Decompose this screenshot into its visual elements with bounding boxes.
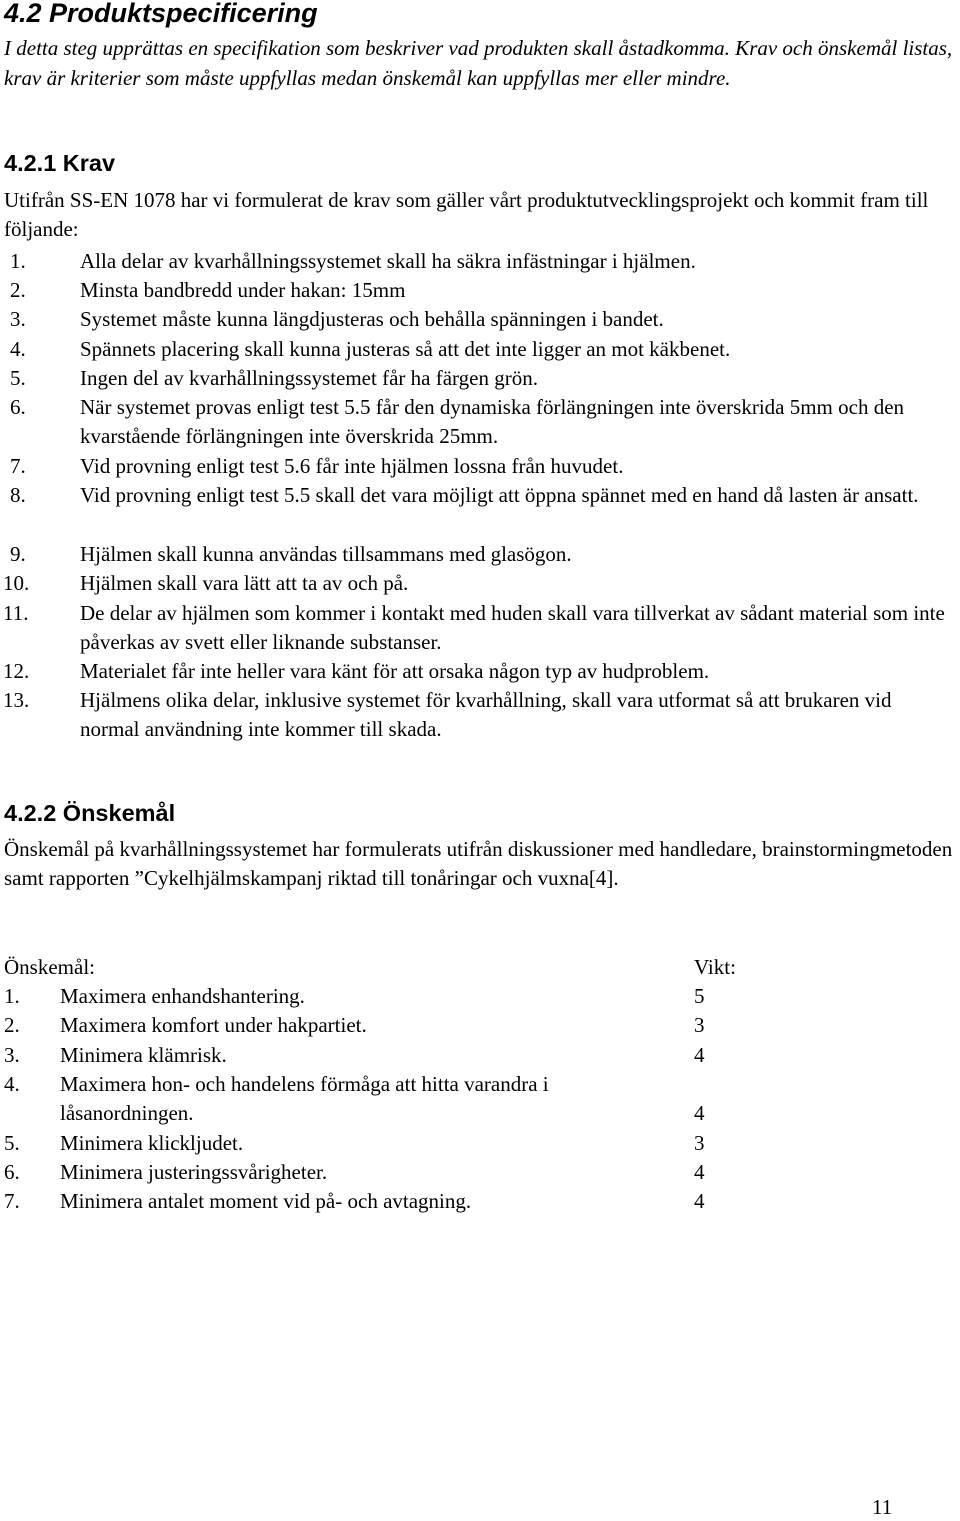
krav-item-text: Hjälmen skall kunna användas tillsammans med glasögon.: [80, 542, 572, 566]
onskemal-text: Minimera antalet moment vid på- och avtagning.: [60, 1189, 472, 1213]
onskemal-weight: 4: [694, 1043, 705, 1067]
onskemal-text: Minimera klickljudet.: [60, 1131, 244, 1155]
onskemal-text: Minimera klämrisk.: [60, 1043, 227, 1067]
krav-item-text: Ingen del av kvarhållningssystemet får ha färgen grön.: [80, 366, 538, 390]
krav-item-text: Materialet får inte heller vara känt för att orsaka någon typ av hudproblem.: [80, 659, 710, 683]
onskemal-text: Maximera enhandshantering.: [60, 984, 305, 1008]
krav-item-text: Vid provning enligt test 5.5 skall det vara möjligt att öppna spännet med en hand då lasten är ansatt.: [80, 483, 919, 507]
onskemal-number: 4.: [4, 1072, 20, 1096]
onskemal-number: 6.: [4, 1160, 20, 1184]
krav-item-number: 11.: [3, 601, 29, 625]
krav-heading: 4.2.1 Krav: [4, 150, 116, 176]
onskemal-number: 5.: [4, 1131, 20, 1155]
section-heading: 4.2 Produktspecificering: [4, 0, 318, 28]
krav-item-text: Vid provning enligt test 5.6 får inte hjälmen lossna från huvudet.: [80, 454, 624, 478]
onskemal-weight: 4: [694, 1189, 705, 1213]
krav-item-number: 10.: [3, 571, 30, 595]
onskemal-weight: 5: [694, 984, 705, 1008]
krav-item-text: Alla delar av kvarhållningssystemet skall ha säkra infästningar i hjälmen.: [80, 249, 696, 273]
krav-item-text: De delar av hjälmen som kommer i kontakt med huden skall vara tillverkat av sådant material som inte påverkas av svett eller liknande substanser.: [80, 601, 945, 655]
krav-item-number: 13.: [3, 688, 30, 712]
krav-item-text: När systemet provas enligt test 5.5 får den dynamiska förlängningen inte överskrida 5mm och den kvarstående förlängningen inte överskrida 25mm.: [80, 395, 905, 449]
onskemal-number: 3.: [4, 1043, 20, 1067]
weight-column-label: Vikt:: [694, 955, 736, 979]
krav-item-number: 6.: [10, 395, 26, 419]
onskemal-weight: 4: [694, 1101, 705, 1125]
krav-intro: Utifrån SS-EN 1078 har vi formulerat de krav som gäller vårt produktutvecklingsprojekt och kommit fram till följande:: [4, 188, 929, 241]
krav-item-number: 1.: [10, 249, 26, 273]
krav-item-text: Hjälmens olika delar, inklusive systemet för kvarhållning, skall vara utformat så att brukaren vid normal användning inte kommer till skada.: [80, 688, 892, 742]
onskemal-text: Maximera hon- och handelens förmåga att hitta varandra i låsanordningen.: [60, 1072, 549, 1126]
krav-item-text: Hjälmen skall vara lätt att ta av och på.: [80, 571, 409, 595]
krav-item-number: 3.: [10, 307, 26, 331]
onskemal-heading: 4.2.2 Önskemål: [4, 800, 176, 826]
krav-item-text: Systemet måste kunna längdjusteras och behålla spänningen i bandet.: [80, 307, 664, 331]
onskemal-weight: 4: [694, 1160, 705, 1184]
onskemal-weight: 3: [694, 1131, 705, 1155]
krav-item-number: 8.: [10, 483, 26, 507]
onskemal-text: Maximera komfort under hakpartiet.: [60, 1013, 367, 1037]
onskemal-column-label: Önskemål:: [4, 955, 95, 979]
krav-item-text: Minsta bandbredd under hakan: 15mm: [80, 278, 406, 302]
onskemal-intro: Önskemål på kvarhållningssystemet har formulerats utifrån diskussioner med handledare, brainstormingmetoden samt rapporten ”Cykelhjälmskampanj riktad till tonåringar och vuxna[4].: [4, 837, 953, 890]
onskemal-number: 2.: [4, 1013, 20, 1037]
krav-item-number: 12.: [3, 659, 30, 683]
krav-item-number: 9.: [10, 542, 26, 566]
onskemal-weight: 3: [694, 1013, 705, 1037]
krav-item-text: Spännets placering skall kunna justeras så att det inte ligger an mot käkbenet.: [80, 337, 731, 361]
krav-item-number: 5.: [10, 366, 26, 390]
onskemal-number: 1.: [4, 984, 20, 1008]
krav-item-number: 2.: [10, 278, 26, 302]
krav-item-number: 4.: [10, 337, 26, 361]
onskemal-number: 7.: [4, 1189, 20, 1213]
page-number: 11: [872, 1495, 893, 1519]
onskemal-text: Minimera justeringssvårigheter.: [60, 1160, 328, 1184]
krav-item-number: 7.: [10, 454, 26, 478]
section-intro: I detta steg upprättas en specifikation som beskriver vad produkten skall åstadkomma. Krav och önskemål listas, krav är kriterier som måste uppfyllas medan önskemål kan uppfyllas mer eller mindre.: [4, 36, 953, 90]
